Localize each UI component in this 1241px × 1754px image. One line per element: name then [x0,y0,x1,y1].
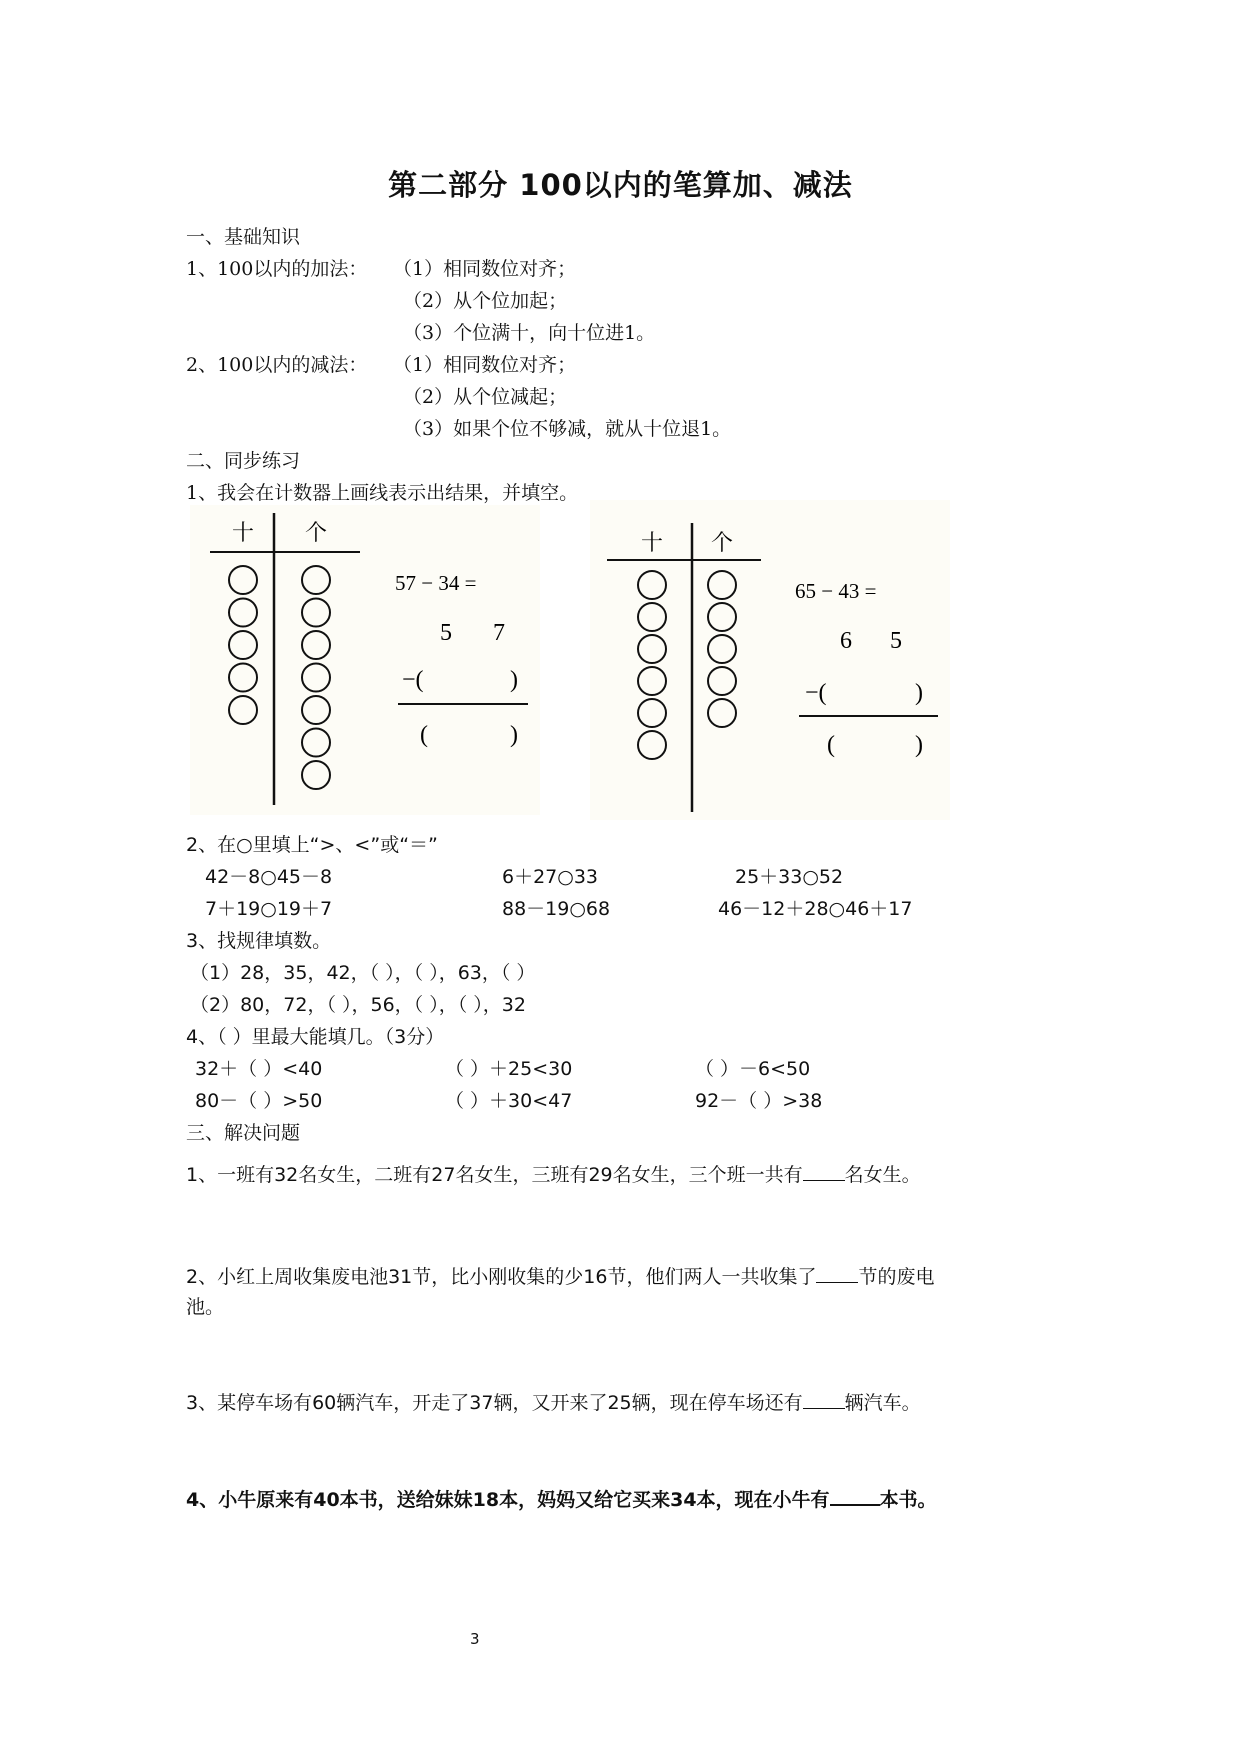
problem-4-text-end: 本书。 [879,1489,937,1511]
q2-item: 7＋19○19＋7 [205,898,333,920]
problem-4 [186,1485,937,1512]
abacus-1-minus-close: ) [510,667,518,693]
abacus-2-ones-rod [708,571,736,727]
q4-item: （ ）－6<50 [695,1058,811,1080]
abacus-1-answer-close: ) [510,722,518,748]
abacus-bead [302,631,330,659]
q4-item: 32＋（ ）<40 [195,1058,323,1080]
abacus-bead [302,664,330,692]
problem-4-answer-blank[interactable] [830,1485,880,1506]
addition-rule-2: （2）从个位加起； [403,290,568,312]
abacus-1-tens-label: 十 [231,520,255,545]
abacus-2-tens-label: 十 [640,530,664,555]
abacus-bead [708,635,736,663]
abacus-figure-2 [590,500,950,820]
q4-item: （ ）＋25<30 [445,1058,573,1080]
abacus-2-answer-close: ) [915,732,923,758]
q4-item: 92－（ ）>38 [695,1090,823,1112]
addition-label: 1、100以内的加法： [186,258,368,280]
problem-2-answer-blank[interactable] [816,1263,858,1283]
abacus-bead [638,571,666,599]
abacus-bead [708,667,736,695]
abacus-1-ones-label: 个 [304,520,328,545]
abacus-bead [638,667,666,695]
abacus-2-minus-close: ) [915,680,923,706]
problem-1-text: 1、一班有32名女生，二班有27名女生，三班有29名女生，三个班一共有 [186,1164,803,1186]
q4-prompt: 4、（ ）里最大能填几。（3分） [186,1026,445,1048]
abacus-1-top-ones-digit: 7 [493,620,505,646]
abacus-2-top-ones-digit: 5 [890,628,902,654]
abacus-bead [302,566,330,594]
problem-2-text: 2、小红上周收集废电池31节，比小刚收集的少16节，他们两人一共收集了 [186,1266,817,1288]
q3-prompt: 3、找规律填数。 [186,930,332,952]
abacus-bead [302,696,330,724]
abacus-bead [229,631,257,659]
abacus-2-answer-open: ( [827,732,835,758]
abacus-2-equation: 65 − 43 = [795,579,877,603]
q2-prompt: 2、在○里填上“>、<”或“＝” [186,834,438,856]
problem-4-text: 4、小牛原来有40本书，送给妹妹18本，妈妈又给它买来34本，现在小牛有 [186,1489,830,1511]
abacus-bead [708,699,736,727]
problem-3-answer-blank[interactable] [803,1389,845,1409]
q1-prompt: 1、我会在计数器上画线表示出结果，并填空。 [186,482,579,504]
abacus-2-tens-rod [638,571,666,759]
page-number: 3 [470,1630,480,1648]
abacus-1-top-tens-digit: 5 [440,620,452,646]
q4-item: 80－（ ）>50 [195,1090,323,1112]
problem-1 [186,1160,921,1187]
abacus-2-ones-label: 个 [710,530,734,555]
problem-3-text: 3、某停车场有60辆汽车，开走了37辆，又开来了25辆，现在停车场还有 [186,1392,803,1414]
abacus-bead [302,729,330,757]
problem-2-text-end: 节的废电 [858,1266,935,1288]
problem-3-text-end: 辆汽车。 [844,1392,921,1414]
abacus-1-equation: 57 − 34 = [395,571,477,595]
abacus-bead [302,761,330,789]
abacus-1-ones-rod [302,566,330,789]
abacus-bead [229,599,257,627]
page-title: 第二部分 100以内的笔算加、减法 [388,168,853,202]
problem-3 [186,1388,921,1415]
abacus-1-tens-rod [229,566,257,724]
q4-item: （ ）＋30<47 [445,1090,573,1112]
subtraction-rule-3: （3）如果个位不够减，就从十位退1。 [403,418,732,440]
problem-2 [186,1262,934,1289]
q2-item: 42－8○45－8 [205,866,333,888]
abacus-bead [302,599,330,627]
q2-item: 46－12＋28○46＋17 [718,898,913,920]
subtraction-rule-2: （2）从个位减起； [403,386,568,408]
section-heading-basics: 一、基础知识 [186,226,301,248]
abacus-bead [229,696,257,724]
abacus-bead [708,571,736,599]
q3-sequence-2: （2）80，72，（ ），56，（ ），（ ），32 [190,994,526,1016]
addition-rule-1: （1）相同数位对齐； [393,258,577,280]
q2-item: 25＋33○52 [735,866,844,888]
abacus-bead [638,603,666,631]
abacus-figure-1 [190,505,550,815]
subtraction-label: 2、100以内的减法： [186,354,368,376]
q2-item: 6＋27○33 [502,866,599,888]
abacus-2-minus-open: −( [805,680,827,706]
problem-1-text-end: 名女生。 [844,1164,921,1186]
q2-item: 88－19○68 [502,898,611,920]
abacus-bead [708,603,736,631]
abacus-1-answer-open: ( [420,722,428,748]
abacus-bead [638,699,666,727]
abacus-1-minus-open: −( [402,667,424,693]
abacus-2-top-tens-digit: 6 [840,628,852,654]
subtraction-rule-1: （1）相同数位对齐； [393,354,577,376]
problem-2-continuation: 池。 [186,1296,225,1318]
section-heading-practice: 二、同步练习 [186,450,301,472]
section-heading-problems: 三、解决问题 [186,1122,301,1144]
abacus-bead [229,664,257,692]
abacus-bead [229,566,257,594]
abacus-bead [638,731,666,759]
abacus-bead [638,635,666,663]
q3-sequence-1: （1）28，35，42，（ ），（ ），63，（ ） [190,962,536,984]
problem-1-answer-blank[interactable] [803,1161,845,1181]
addition-rule-3: （3）个位满十，向十位进1。 [403,322,656,344]
